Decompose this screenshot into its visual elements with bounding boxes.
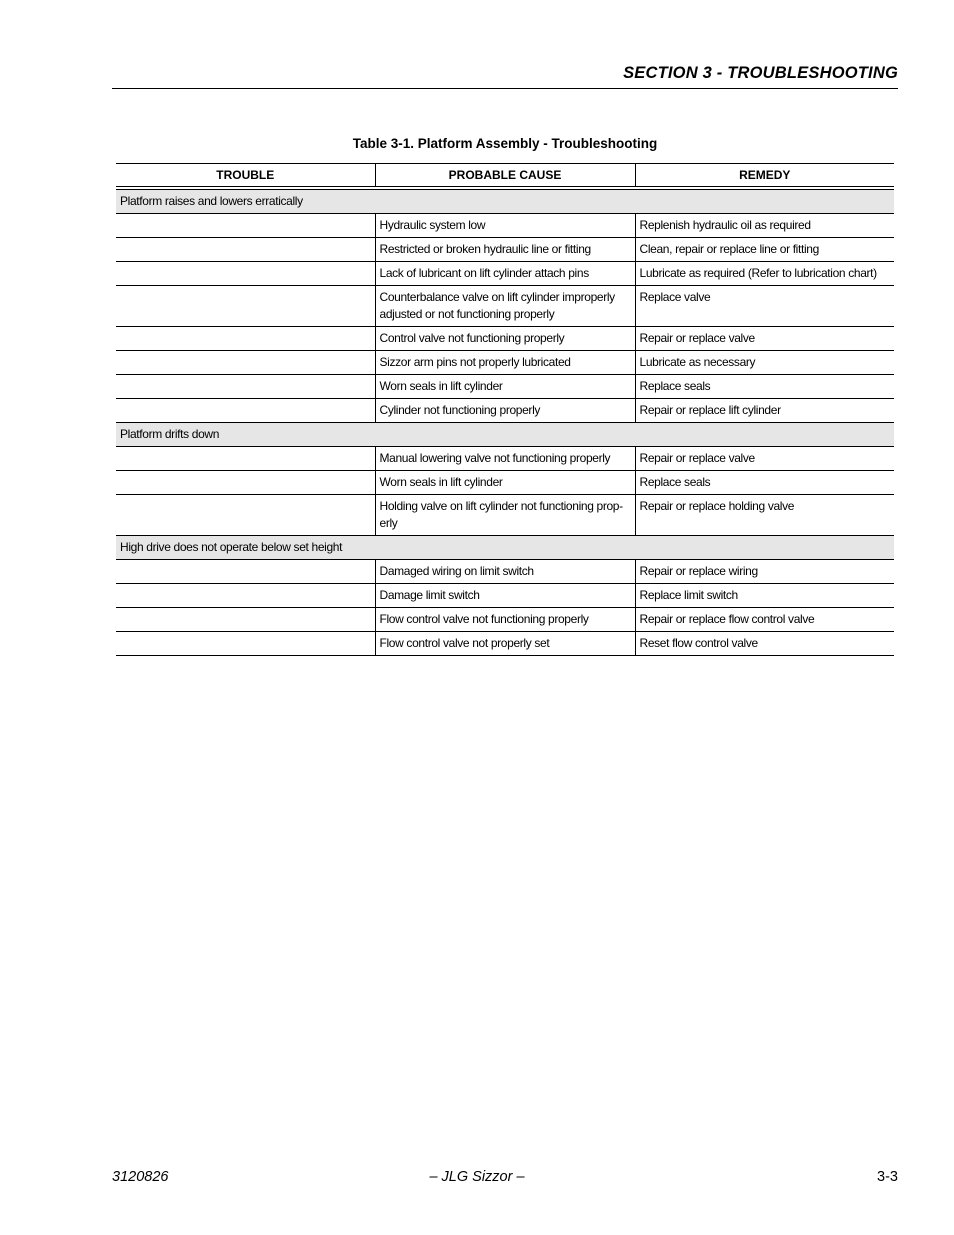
trouble-group-row bbox=[116, 190, 894, 214]
section-title: SECTION 3 - TROUBLESHOOTING bbox=[623, 64, 898, 82]
header-rule bbox=[112, 88, 898, 89]
table-row bbox=[116, 471, 894, 495]
trouble-cell bbox=[116, 608, 375, 632]
trouble-cell bbox=[116, 495, 375, 536]
cause-cell: Lack of lubricant on lift cylinder attach pins bbox=[375, 262, 635, 286]
table-row bbox=[116, 238, 894, 262]
cause-cell: Damage limit switch bbox=[375, 584, 635, 608]
table-row bbox=[116, 262, 894, 286]
remedy-cell: Replace valve bbox=[635, 286, 894, 327]
table-row bbox=[116, 351, 894, 375]
trouble-cell bbox=[116, 238, 375, 262]
table-row bbox=[116, 632, 894, 656]
trouble-cell bbox=[116, 471, 375, 495]
remedy-cell: Replace seals bbox=[635, 471, 894, 495]
document-number: 3120826 bbox=[112, 1169, 169, 1185]
cause-cell: Control valve not functioning properly bbox=[375, 327, 635, 351]
cause-cell: Cylinder not functioning properly bbox=[375, 399, 635, 423]
trouble-label: Platform drifts down bbox=[116, 423, 894, 447]
trouble-cell bbox=[116, 262, 375, 286]
table-row bbox=[116, 214, 894, 238]
trouble-cell bbox=[116, 399, 375, 423]
table-row bbox=[116, 584, 894, 608]
remedy-cell: Clean, repair or replace line or fitting bbox=[635, 238, 894, 262]
cause-cell: Worn seals in lift cylinder bbox=[375, 471, 635, 495]
trouble-cell bbox=[116, 447, 375, 471]
cause-cell: Hydraulic system low bbox=[375, 214, 635, 238]
remedy-cell: Lubricate as required (Refer to lubrication chart) bbox=[635, 262, 894, 286]
table-row bbox=[116, 495, 894, 536]
cause-cell: Restricted or broken hydraulic line or fitting bbox=[375, 238, 635, 262]
cause-cell: Sizzor arm pins not properly lubricated bbox=[375, 351, 635, 375]
remedy-cell: Repair or replace flow control valve bbox=[635, 608, 894, 632]
remedy-cell: Replenish hydraulic oil as required bbox=[635, 214, 894, 238]
column-header-probable-cause: PROBABLE CAUSE bbox=[375, 164, 635, 187]
cause-cell: Worn seals in lift cylinder bbox=[375, 375, 635, 399]
cause-cell: Flow control valve not functioning properly bbox=[375, 608, 635, 632]
table-row bbox=[116, 375, 894, 399]
table-row bbox=[116, 608, 894, 632]
page-number: 3-3 bbox=[877, 1169, 898, 1185]
trouble-group-row bbox=[116, 536, 894, 560]
trouble-cell bbox=[116, 560, 375, 584]
table-row bbox=[116, 286, 894, 327]
remedy-cell: Replace limit switch bbox=[635, 584, 894, 608]
remedy-cell: Repair or replace valve bbox=[635, 447, 894, 471]
remedy-cell: Lubricate as necessary bbox=[635, 351, 894, 375]
cause-cell: Damaged wiring on limit switch bbox=[375, 560, 635, 584]
product-name: – JLG Sizzor – bbox=[429, 1169, 525, 1185]
table-row bbox=[116, 447, 894, 471]
trouble-cell bbox=[116, 351, 375, 375]
trouble-group-row bbox=[116, 423, 894, 447]
remedy-cell: Repair or replace wiring bbox=[635, 560, 894, 584]
remedy-cell: Repair or replace lift cylinder bbox=[635, 399, 894, 423]
troubleshooting-table bbox=[116, 163, 894, 656]
trouble-cell bbox=[116, 632, 375, 656]
table-header-row bbox=[116, 164, 894, 187]
column-header-remedy: REMEDY bbox=[635, 164, 894, 187]
trouble-cell bbox=[116, 286, 375, 327]
trouble-cell bbox=[116, 375, 375, 399]
table-row bbox=[116, 560, 894, 584]
remedy-cell: Repair or replace valve bbox=[635, 327, 894, 351]
trouble-cell bbox=[116, 327, 375, 351]
trouble-cell bbox=[116, 584, 375, 608]
trouble-label: Platform raises and lowers erratically bbox=[116, 190, 894, 214]
cause-cell: Counterbalance valve on lift cylinder improperly adjusted or not functioning properly bbox=[375, 286, 635, 327]
trouble-cell bbox=[116, 214, 375, 238]
trouble-label: High drive does not operate below set height bbox=[116, 536, 894, 560]
cause-cell: Flow control valve not properly set bbox=[375, 632, 635, 656]
remedy-cell: Repair or replace holding valve bbox=[635, 495, 894, 536]
column-header-trouble: TROUBLE bbox=[116, 164, 375, 187]
remedy-cell: Reset flow control valve bbox=[635, 632, 894, 656]
cause-cell: Holding valve on lift cylinder not functioning prop-erly bbox=[375, 495, 635, 536]
table-row bbox=[116, 327, 894, 351]
remedy-cell: Replace seals bbox=[635, 375, 894, 399]
table-row bbox=[116, 399, 894, 423]
table-caption: Table 3-1. Platform Assembly - Troubleshooting bbox=[352, 136, 658, 151]
cause-cell: Manual lowering valve not functioning properly bbox=[375, 447, 635, 471]
